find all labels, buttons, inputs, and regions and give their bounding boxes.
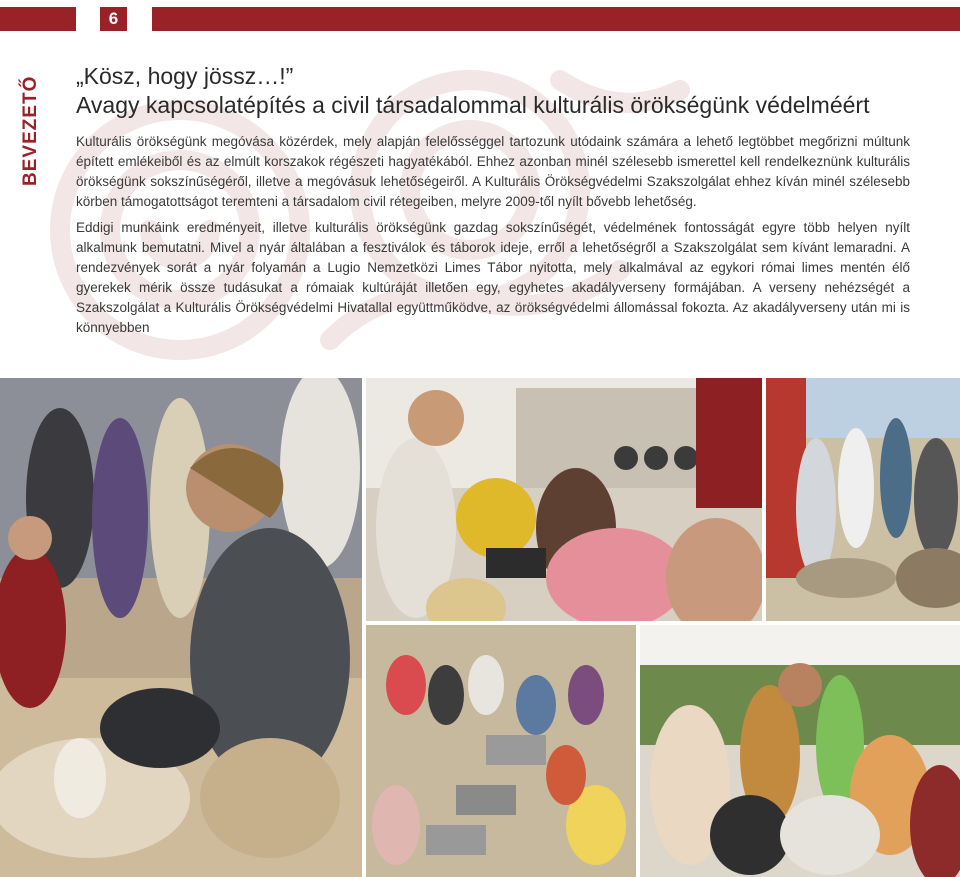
photo-crowd-at-excavation [766,378,960,621]
photo-archaeologist-with-skeleton [0,378,362,877]
photo-children-with-find-trays [366,625,636,877]
header-bar-right [152,7,960,31]
header-bar-left [0,7,76,31]
title-line-2: Avagy kapcsolatépítés a civil társadalommal kulturális örökségünk védelméért [76,92,870,118]
photo-children-exhibition-table [366,378,762,621]
article-body [76,132,910,344]
page-number: 6 [100,7,127,31]
paragraph-2: Eddigi munkáink eredményeit, illetve kulturális örökségünk gazdag sokszínűségét, védelmének fontosságát egyre több helyen nyílt alkalmunk bemutatni. Mivel a nyár általában a fesztiválok és táborok ideje, erről a lehetőségről a Szakszolgálat sem kívánt lemaradni. A rendezvények sorát a nyár folyamán a Lugio Nemzetközi Limes Tábor nyitotta, mely alkalmával az egykori római limes mentén élő gyerekek mérik össze tudásukat a rómaiak kultúráját illetően egy, egyhetes akadályverseny formájában. A verseny nehézségét a Szakszolgálat a Kulturális Örökségvédelmi Hivatallal együttműködve, az örökségvédelmi állomással fokozta. Az akadályverseny után mi is könnyebben [76,220,910,335]
section-label-vertical: BEVEZETŐ [20,75,41,186]
article-title [76,62,936,120]
title-line-1: „Kösz, hogy jössz…!” [76,63,294,89]
paragraph-1: Kulturális örökségünk megóvása közérdek, mely alapján felelősséggel tartozunk utódaink számára a lehető legtöbbet megőrizni múltunk épített emlékeiből és az elmúlt korszakok régészeti hagyatékából. Ehhez azonban minél szélesebb ismerettel kell rendelkeznünk kulturális örökségünk sokszínűségéről, illetve a megóvásuk lehetőségeiről. A Kulturális Örökségvédelmi Szakszolgálat ehhez kíván minél szélesebb körben támogatottságot teremteni a társadalom civil rétegeiben, melyre 2009-től nyílt bővebb lehetőség. [76,134,910,209]
photo-children-under-tent [640,625,960,877]
